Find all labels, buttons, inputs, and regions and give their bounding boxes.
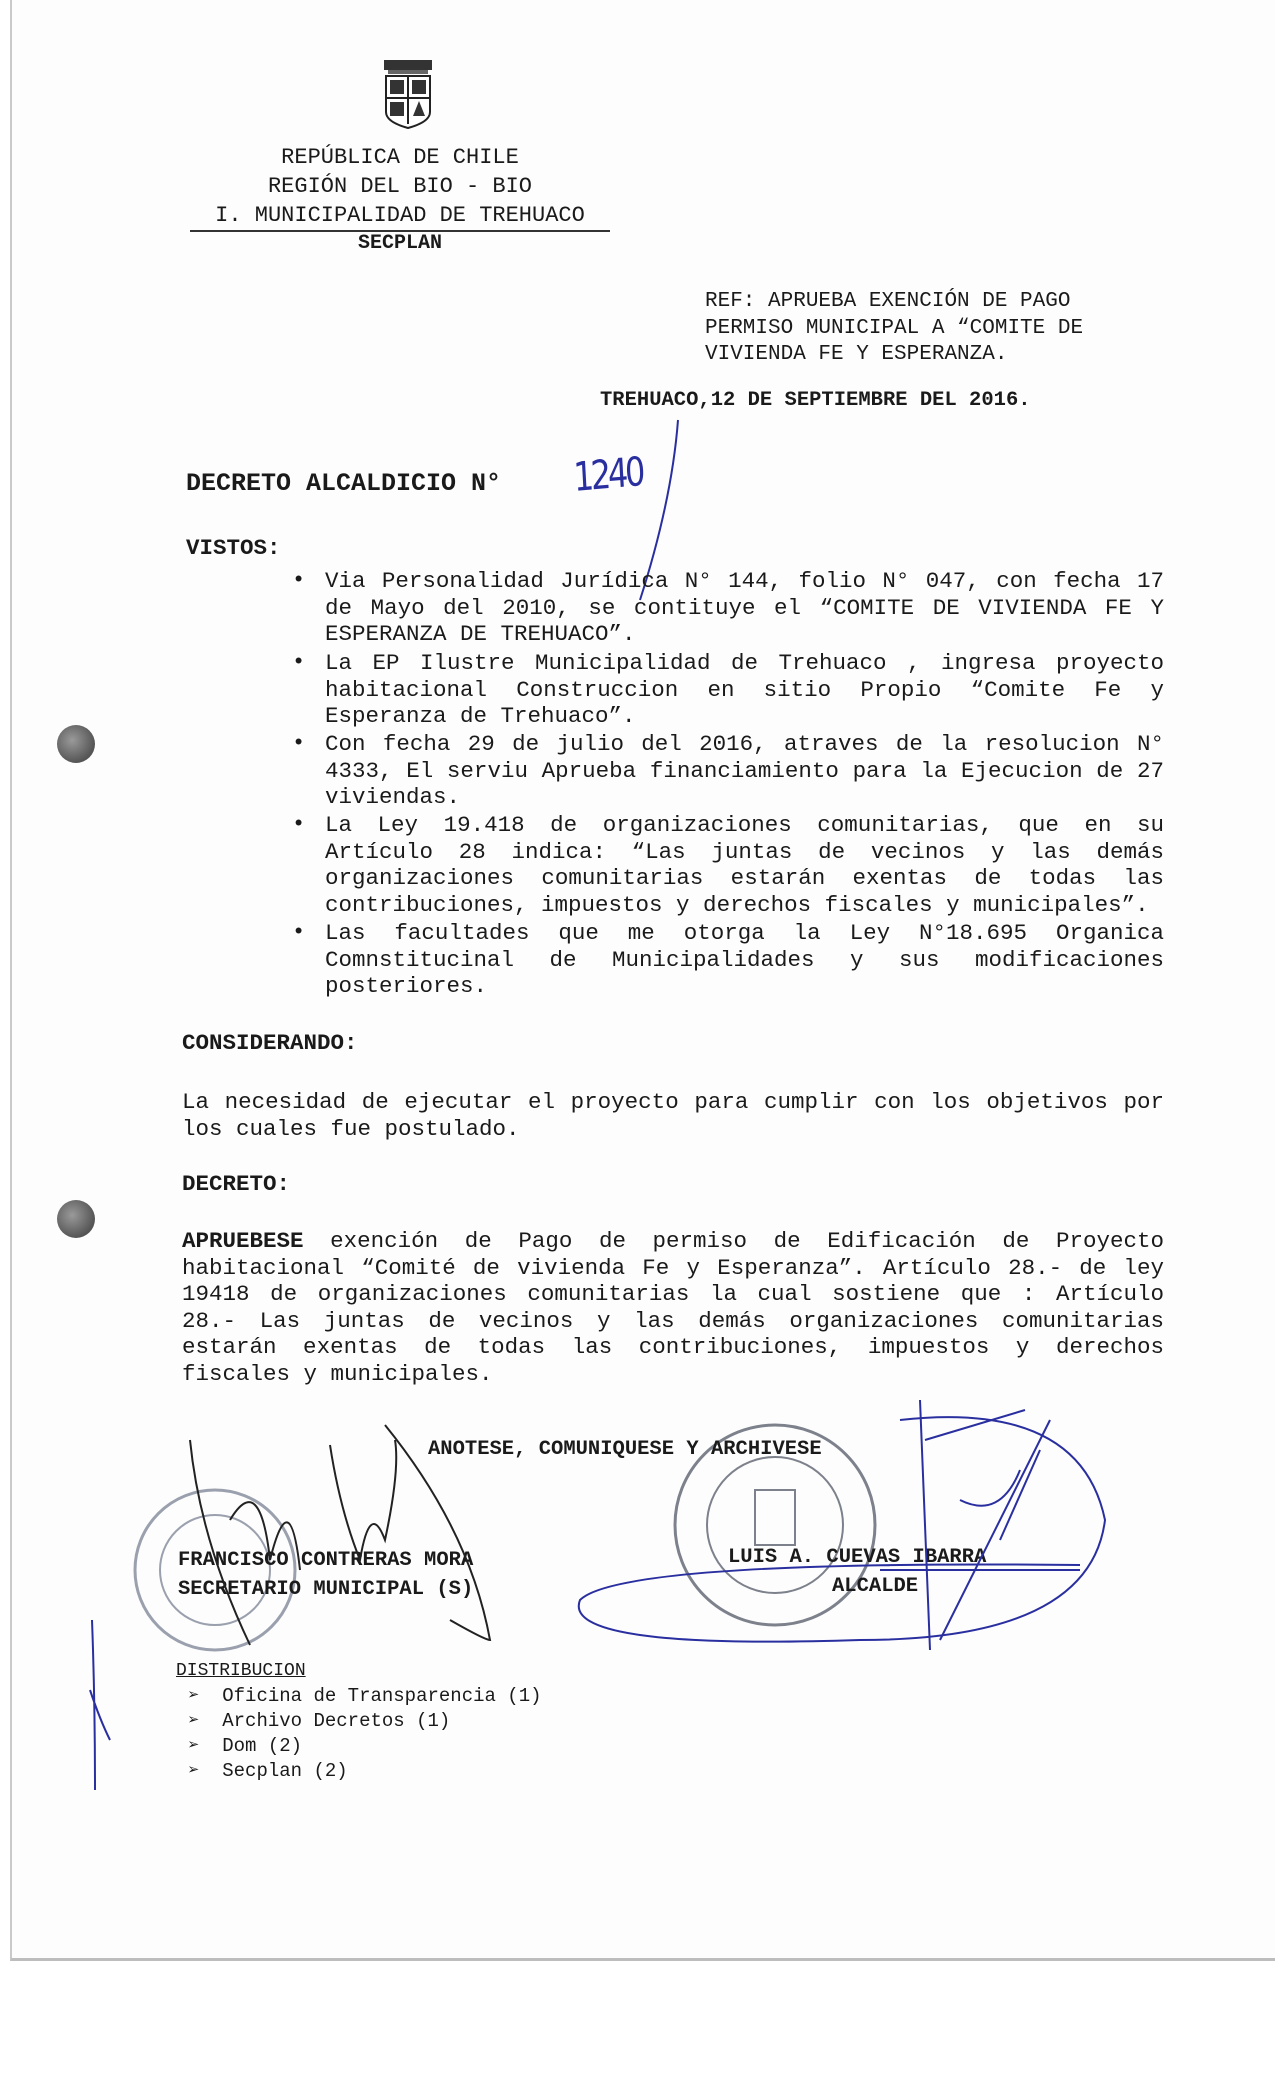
distribution-item-label: Secplan (2)	[222, 1760, 348, 1782]
bullet-icon: •	[292, 731, 306, 756]
closing-formula: ANOTESE, COMUNIQUESE Y ARCHIVESE	[428, 1438, 822, 1461]
distribution-item	[188, 1759, 542, 1784]
vistos-item-text: La Ley 19.418 de organizaciones comunitarias, que en su Artículo 28 indica: “Las juntas de vecinos y las demás organizaciones comunitarias estarán exentas de todas las contribuciones, impuestos y derechos fiscales y municipales”.	[325, 812, 1164, 918]
signatory-role: SECRETARIO MUNICIPAL (S)	[178, 1578, 474, 1601]
arrow-bullet-icon: ➢	[188, 1735, 223, 1757]
bullet-icon: •	[292, 812, 306, 837]
distribution-item	[188, 1684, 542, 1709]
decreto-lead: APRUEBESE	[182, 1228, 304, 1254]
vistos-item-text: Con fecha 29 de julio del 2016, atraves de la resolucion N° 4333, El serviu Aprueba financiamiento para la Ejecucion de 27 viviendas.	[325, 731, 1164, 810]
distribution-item-label: Oficina de Transparencia (1)	[222, 1685, 542, 1707]
decreto-body: exención de Pago de permiso de Edificación de Proyecto habitacional “Comité de vivienda Fe y Esperanza”. Artículo 28.- de ley 19418 de organizaciones comunitarias la cual sostiene que : Artículo 28.- Las juntas de vecinos y las demás organizaciones comunitarias estarán exentas de todas las contribuciones, impuestos y derechos fiscales y municipales.	[182, 1228, 1164, 1387]
vistos-item-text: La EP Ilustre Municipalidad de Trehuaco , ingresa proyecto habitacional Construccion en sitio Propio “Comite Fe y Esperanza de Trehuaco”.	[325, 650, 1164, 729]
bullet-icon: •	[292, 650, 306, 675]
distribution-item-label: Archivo Decretos (1)	[222, 1710, 451, 1732]
vistos-item-text: Las facultades que me otorga la Ley N°18.695 Organica Comnstitucinal de Municipalidades y sus modificaciones posteriores.	[325, 920, 1164, 999]
vistos-item-text: Via Personalidad Jurídica N° 144, folio N° 047, con fecha 17 de Mayo del 2010, se contituye el “COMITE DE VIVIENDA FE Y ESPERANZA DE TREHUACO”.	[325, 568, 1164, 647]
considerando-text: La necesidad de ejecutar el proyecto para cumplir con los objetivos por los cuales fue postulado.	[182, 1089, 1164, 1142]
considerando-heading: CONSIDERANDO:	[182, 1030, 358, 1056]
header-line-region: REGIÓN DEL BIO - BIO	[267, 174, 533, 199]
vistos-heading: VISTOS:	[186, 535, 281, 561]
arrow-bullet-icon: ➢	[188, 1710, 223, 1732]
distribution-item	[188, 1734, 542, 1759]
date-line: TREHUACO,12 DE SEPTIEMBRE DEL 2016.	[600, 389, 1031, 412]
reference-line: PERMISO MUNICIPAL A “COMITE DE	[705, 316, 1084, 340]
decree-title: DECRETO ALCALDICIO N°	[186, 469, 502, 498]
bullet-icon: •	[292, 568, 306, 593]
signatory-name: FRANCISCO CONTRERAS MORA	[178, 1549, 474, 1572]
department: SECPLAN	[357, 232, 442, 255]
signatory-mayor-role: ALCALDE	[832, 1575, 919, 1598]
distribution-item	[188, 1709, 542, 1734]
reference-line: VIVIENDA FE Y ESPERANZA.	[705, 343, 1008, 366]
decree-number-handwritten: 1240	[572, 449, 644, 501]
signatory-mayor-name: LUIS A. CUEVAS IBARRA	[728, 1546, 987, 1569]
header-line-municipality: I. MUNICIPALIDAD DE TREHUACO	[215, 203, 585, 228]
decreto-heading: DECRETO:	[182, 1171, 291, 1197]
distribution-block	[176, 1659, 542, 1784]
reference-line: REF: APRUEBA EXENCIÓN DE PAGO	[705, 290, 1071, 313]
header-line-country: REPÚBLICA DE CHILE	[281, 145, 519, 170]
distribution-item-label: Dom (2)	[222, 1735, 303, 1757]
distribution-heading: DISTRIBUCION	[176, 1661, 306, 1681]
arrow-bullet-icon: ➢	[188, 1685, 223, 1707]
arrow-bullet-icon: ➢	[188, 1760, 223, 1782]
bullet-icon: •	[292, 920, 306, 945]
